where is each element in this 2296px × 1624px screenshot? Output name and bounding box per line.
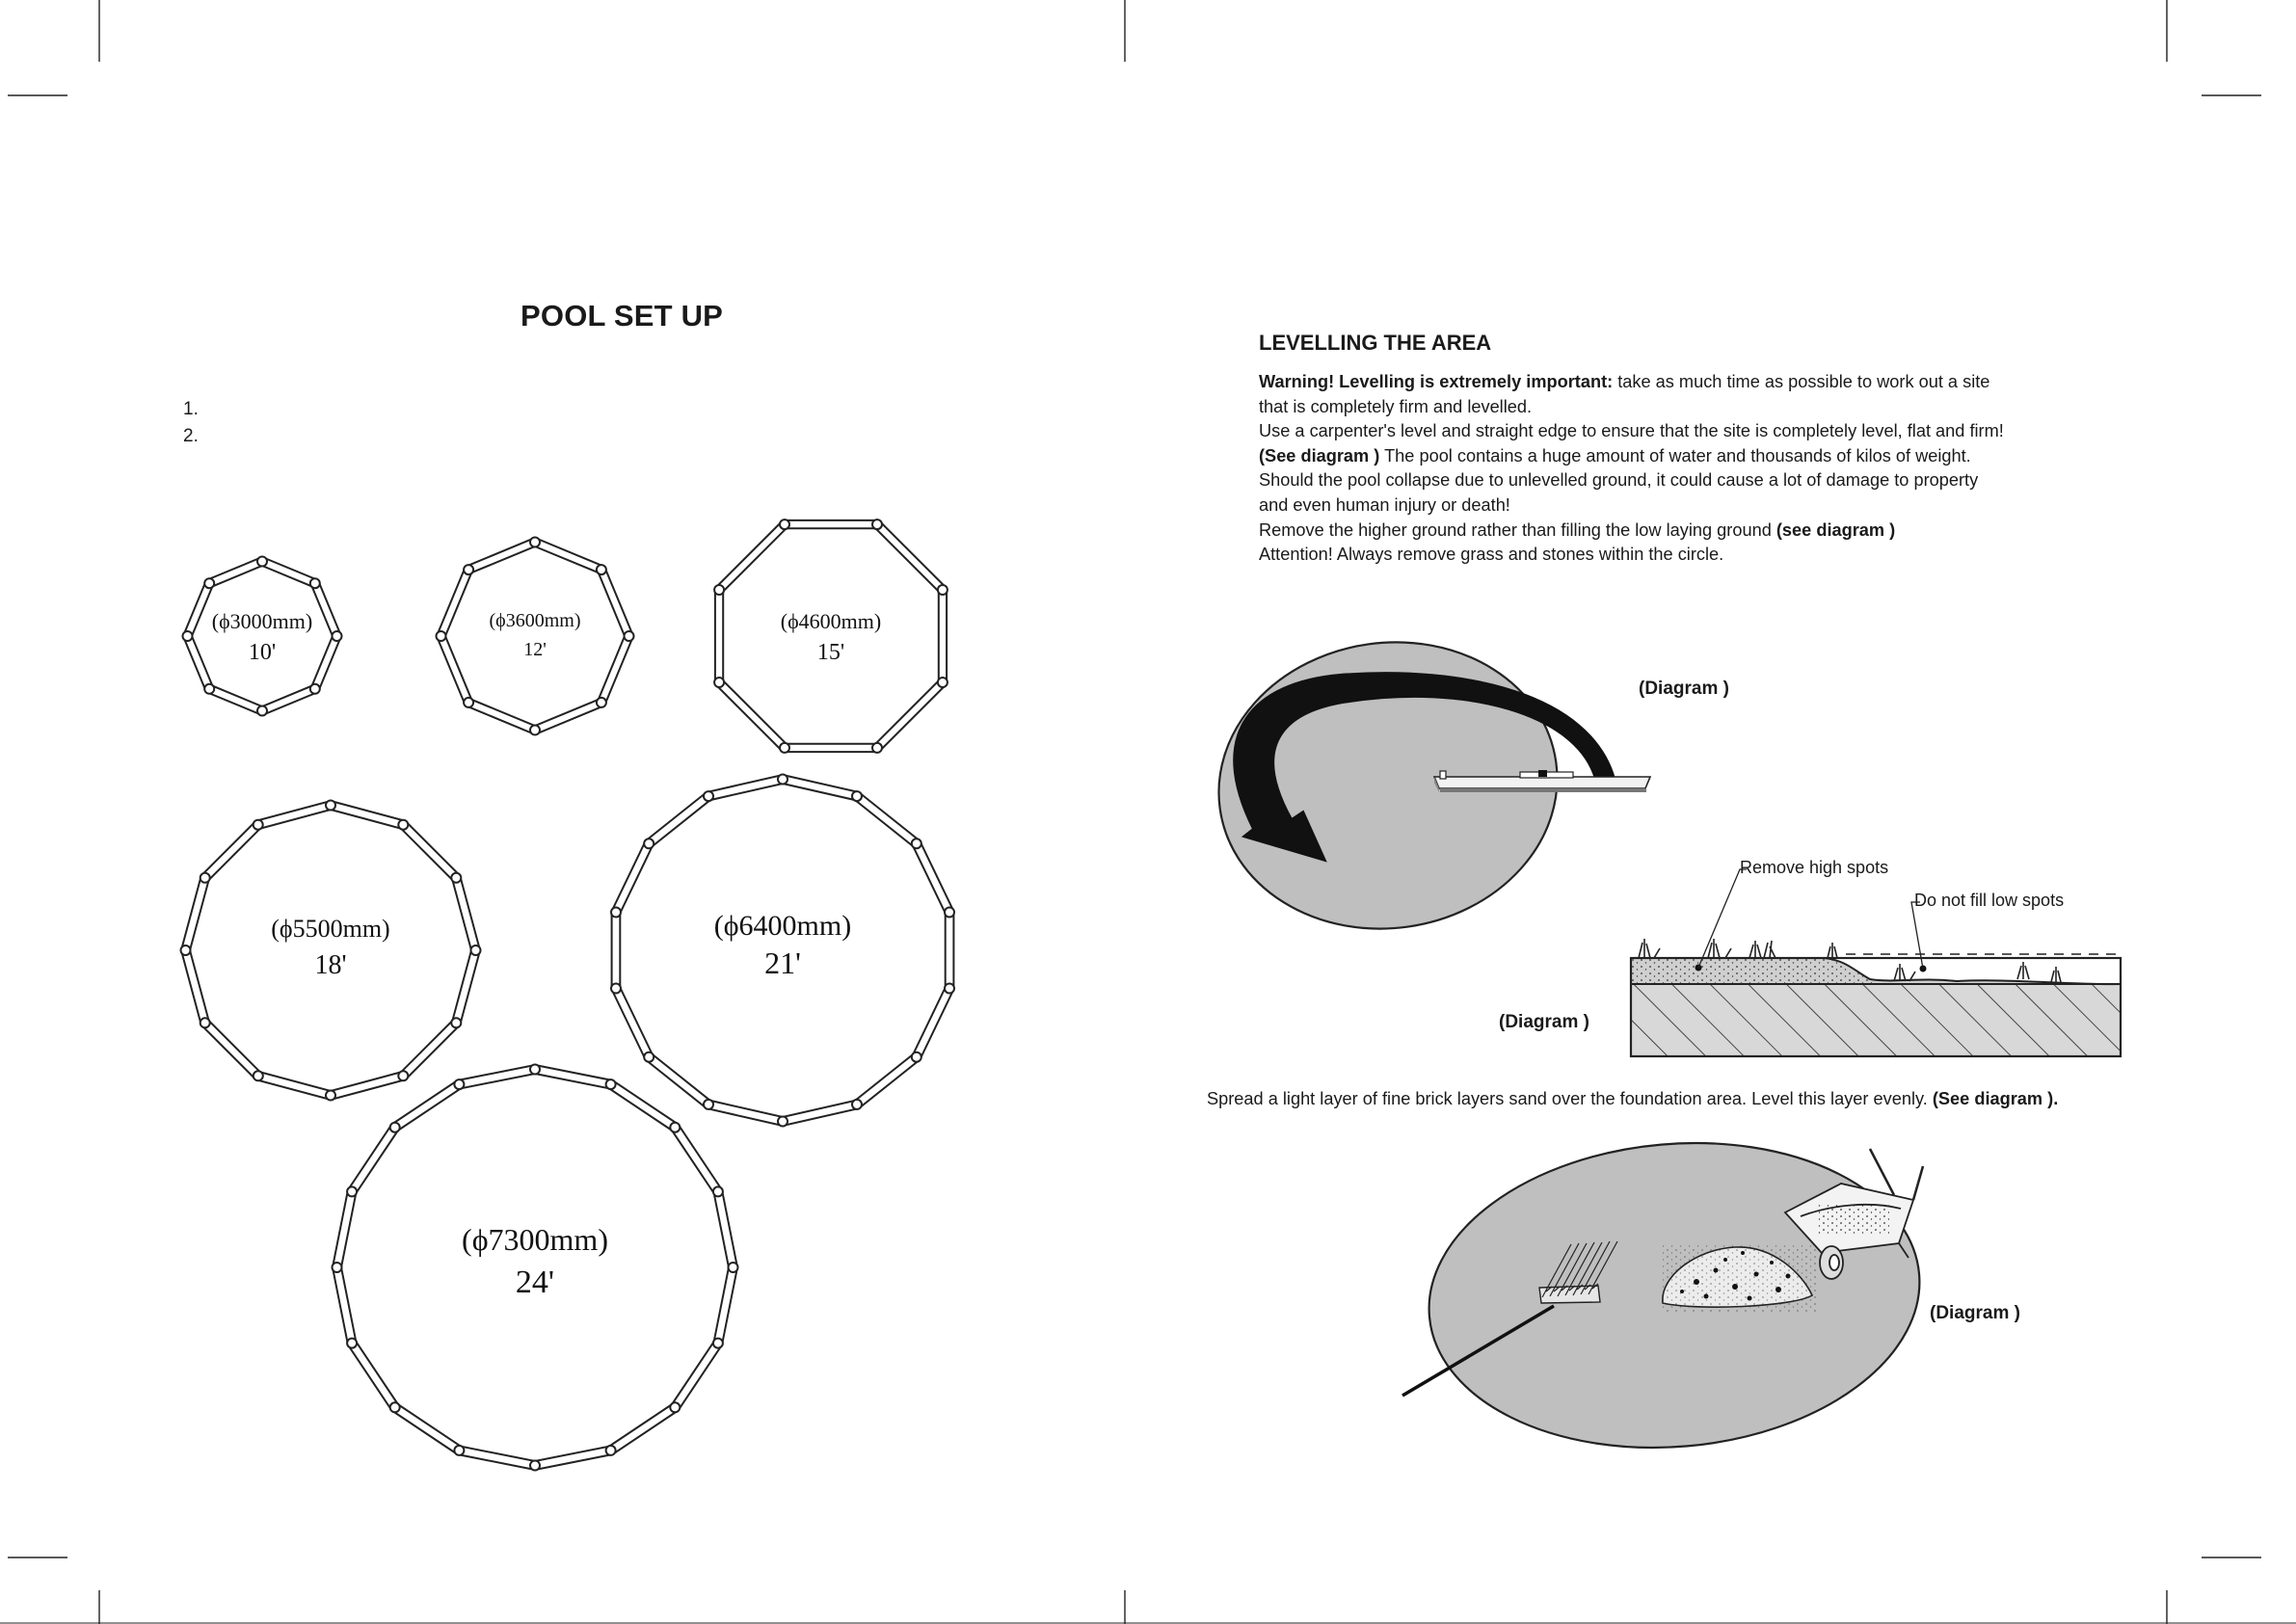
pool-diameter-feet: 18' [314,950,347,980]
frame-joint [257,557,267,567]
frame-joint [471,945,481,955]
frame-joint [852,791,862,801]
sand-instruction [1207,1087,2058,1112]
frame-joint [464,565,473,574]
frame-joint [464,698,473,707]
frame-joint [200,873,210,883]
sand-pile-icon [1663,1245,1817,1313]
pool-diameter-metric: (ϕ5500mm) [271,915,390,943]
page-title: POOL SET UP [521,299,724,333]
frame-joint [451,1018,461,1027]
pool-diameter-metric: (ϕ6400mm) [713,910,852,942]
frame-joint [938,678,948,687]
frame-joint [912,839,921,848]
frame-joint [704,791,713,801]
frame-joint [204,578,214,588]
frame-joint [606,1446,616,1455]
diagram-label-2: (Diagram ) [1499,1012,1589,1032]
pool-frame-3 [714,519,948,753]
warning-rest: take as much time as possible to work out a site [1613,372,1990,391]
frame-joint [530,1065,540,1075]
see-diagram-ref: (see diagram ) [1775,519,1896,540]
frame-joint [347,1186,357,1196]
see-diagram-ref: (See diagram ) [1259,445,1380,466]
frame-joint [257,706,267,716]
warning-bold: Warning! Levelling is extremely important: [1259,372,1614,391]
sand-instruction-text: Spread a light layer of fine brick layers sand over the foundation area. Level this layer evenly. [1207,1089,1933,1108]
frame-joint [254,1071,263,1080]
pool-diameter-feet: 15' [816,640,845,665]
instruction-line: Should the pool collapse due to unlevelled ground, it could cause a lot of damage to property [1259,470,1979,491]
frame-joint [597,698,606,707]
instruction-line [1259,444,2004,469]
instruction-line: Use a carpenter's level and straight edge to ensure that the site is completely level, flat and firm! [1259,421,2004,441]
instruction-line [1259,519,2004,544]
frame-joint [713,1339,723,1348]
pool-diameter-feet: 24' [515,1265,555,1300]
frame-joint [872,519,882,529]
step-number-1: 1. [183,399,199,419]
frame-joint [704,1100,713,1109]
frame-joint [778,775,788,785]
frame-joint [437,631,446,641]
pool-diameter-metric: (ϕ3000mm) [211,609,313,633]
frame-joint [390,1123,400,1132]
frame-joint [310,684,320,694]
frame-joint [670,1123,680,1132]
frame-joint [670,1402,680,1412]
frame-joint [333,1263,342,1272]
frame-joint [326,1091,335,1101]
frame-joint [254,820,263,830]
pool-frame-diagrams [181,519,955,1470]
instruction-text: Remove the higher ground rather than filling the low laying ground [1259,519,1776,540]
instruction-line: and even human injury or death! [1259,494,1510,515]
remove-high-spots-label: Remove high spots [1740,858,1889,877]
frame-joint [183,631,193,641]
frame-joint [780,743,789,753]
frame-joint [204,684,214,694]
step-number-2: 2. [183,426,199,446]
pool-diameter-metric: (ϕ7300mm) [462,1222,608,1257]
frame-joint [611,908,621,918]
frame-joint [530,726,540,735]
frame-joint [778,1117,788,1127]
frame-joint [451,873,461,883]
frame-joint [530,538,540,547]
frame-joint [606,1079,616,1089]
frame-joint [644,839,654,848]
frame-joint [333,631,342,641]
pool-frame-1 [183,557,342,716]
frame-joint [454,1446,464,1455]
sand-spreading-diagram [1402,1123,1933,1467]
pool-frame-5 [611,775,954,1127]
frame-joint [530,1461,540,1471]
frame-joint [347,1339,357,1348]
instruction-line: that is completely firm and levelled. [1259,396,1533,416]
instruction-text: The pool contains a huge amount of water and thousands of kilos of weight. [1379,445,1971,466]
frame-joint [611,984,621,994]
frame-joint [200,1018,210,1027]
frame-joint [852,1100,862,1109]
levelling-instructions [1259,370,2004,568]
frame-joint [714,678,724,687]
attention-line: Attention! Always remove grass and stones within the circle. [1259,545,1724,565]
frame-joint [945,908,954,918]
diagram-label-1: (Diagram ) [1639,679,1729,699]
pool-diameter-metric: (ϕ3600mm) [489,610,581,631]
frame-joint [181,945,191,955]
frame-joint [780,519,789,529]
section-heading: LEVELLING THE AREA [1259,331,1492,355]
pool-diameter-feet: 21' [764,945,801,980]
pool-frame-2 [437,538,634,735]
level-site-diagram [1200,621,1650,950]
frame-joint [326,801,335,811]
pool-diameter-metric: (ϕ4600mm) [780,609,882,633]
warning-line [1259,370,2004,395]
frame-joint [597,565,606,574]
frame-joint [945,984,954,994]
pool-frame-6 [333,1065,738,1471]
frame-joint [938,585,948,595]
see-diagram-ref: (See diagram ). [1932,1089,2059,1108]
pool-diameter-feet: 12' [523,639,547,660]
frame-joint [390,1402,400,1412]
frame-joint [912,1052,921,1062]
frame-joint [644,1052,654,1062]
frame-joint [729,1263,738,1272]
frame-joint [398,820,408,830]
do-not-fill-low-spots-label: Do not fill low spots [1914,891,2065,910]
frame-joint [310,578,320,588]
frame-joint [625,631,634,641]
frame-joint [872,743,882,753]
frame-joint [398,1071,408,1080]
pool-diameter-feet: 10' [248,640,277,665]
frame-joint [454,1079,464,1089]
diagram-label-3: (Diagram ) [1930,1303,2020,1323]
frame-joint [714,585,724,595]
pool-frame-4 [181,801,481,1101]
frame-joint [713,1186,723,1196]
